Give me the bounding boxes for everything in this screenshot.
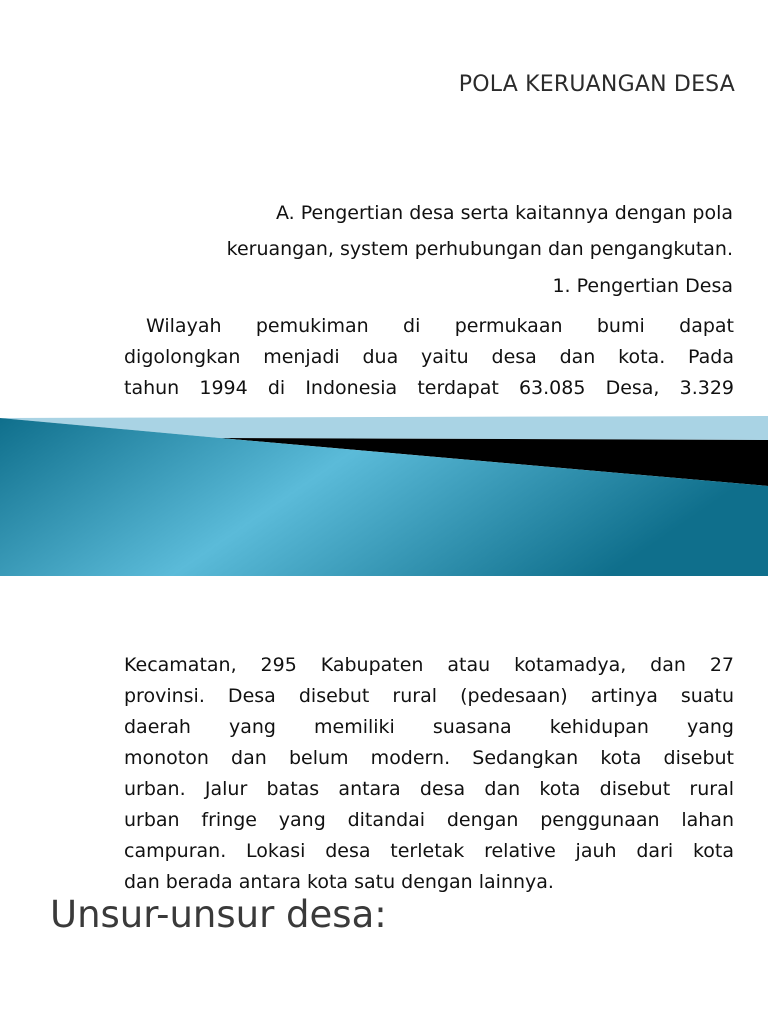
decorative-banner (0, 400, 768, 580)
section-heading-unsur: Unsur-unsur desa: (50, 893, 387, 936)
paragraph-line: digolongkan menjadi dua yaitu desa dan kota. Pada (124, 346, 734, 368)
paragraph-line: tahun 1994 di Indonesia terdapat 63.085 Desa, 3.329 (124, 377, 734, 399)
paragraph-line: campuran. Lokasi desa terletak relative jauh dari kota (124, 840, 734, 862)
paragraph-continued (124, 650, 734, 898)
paragraph-intro (124, 311, 734, 404)
paragraph-line: urban. Jalur batas antara desa dan kota disebut rural (124, 778, 734, 800)
paragraph-line: Kecamatan, 295 Kabupaten atau kotamadya, dan 27 (124, 654, 734, 676)
paragraph-line: urban fringe yang ditandai dengan penggunaan lahan (124, 809, 734, 831)
paragraph-line: Wilayah pemukiman di permukaan bumi dapat (146, 315, 734, 337)
slide-title: POLA KERUANGAN DESA (458, 72, 735, 97)
subsection-heading: 1. Pengertian Desa (552, 275, 733, 297)
paragraph-line: monoton dan belum modern. Sedangkan kota disebut (124, 747, 734, 769)
section-heading-line-1: A. Pengertian desa serta kaitannya dengan pola (275, 202, 733, 224)
paragraph-line: provinsi. Desa disebut rural (pedesaan) artinya suatu (124, 685, 734, 707)
paragraph-line: daerah yang memiliki suasana kehidupan yang (124, 716, 734, 738)
paragraph-line: dan berada antara kota satu dengan lainnya. (124, 871, 554, 893)
section-heading-line-2: keruangan, system perhubungan dan pengangkutan. (226, 238, 733, 260)
